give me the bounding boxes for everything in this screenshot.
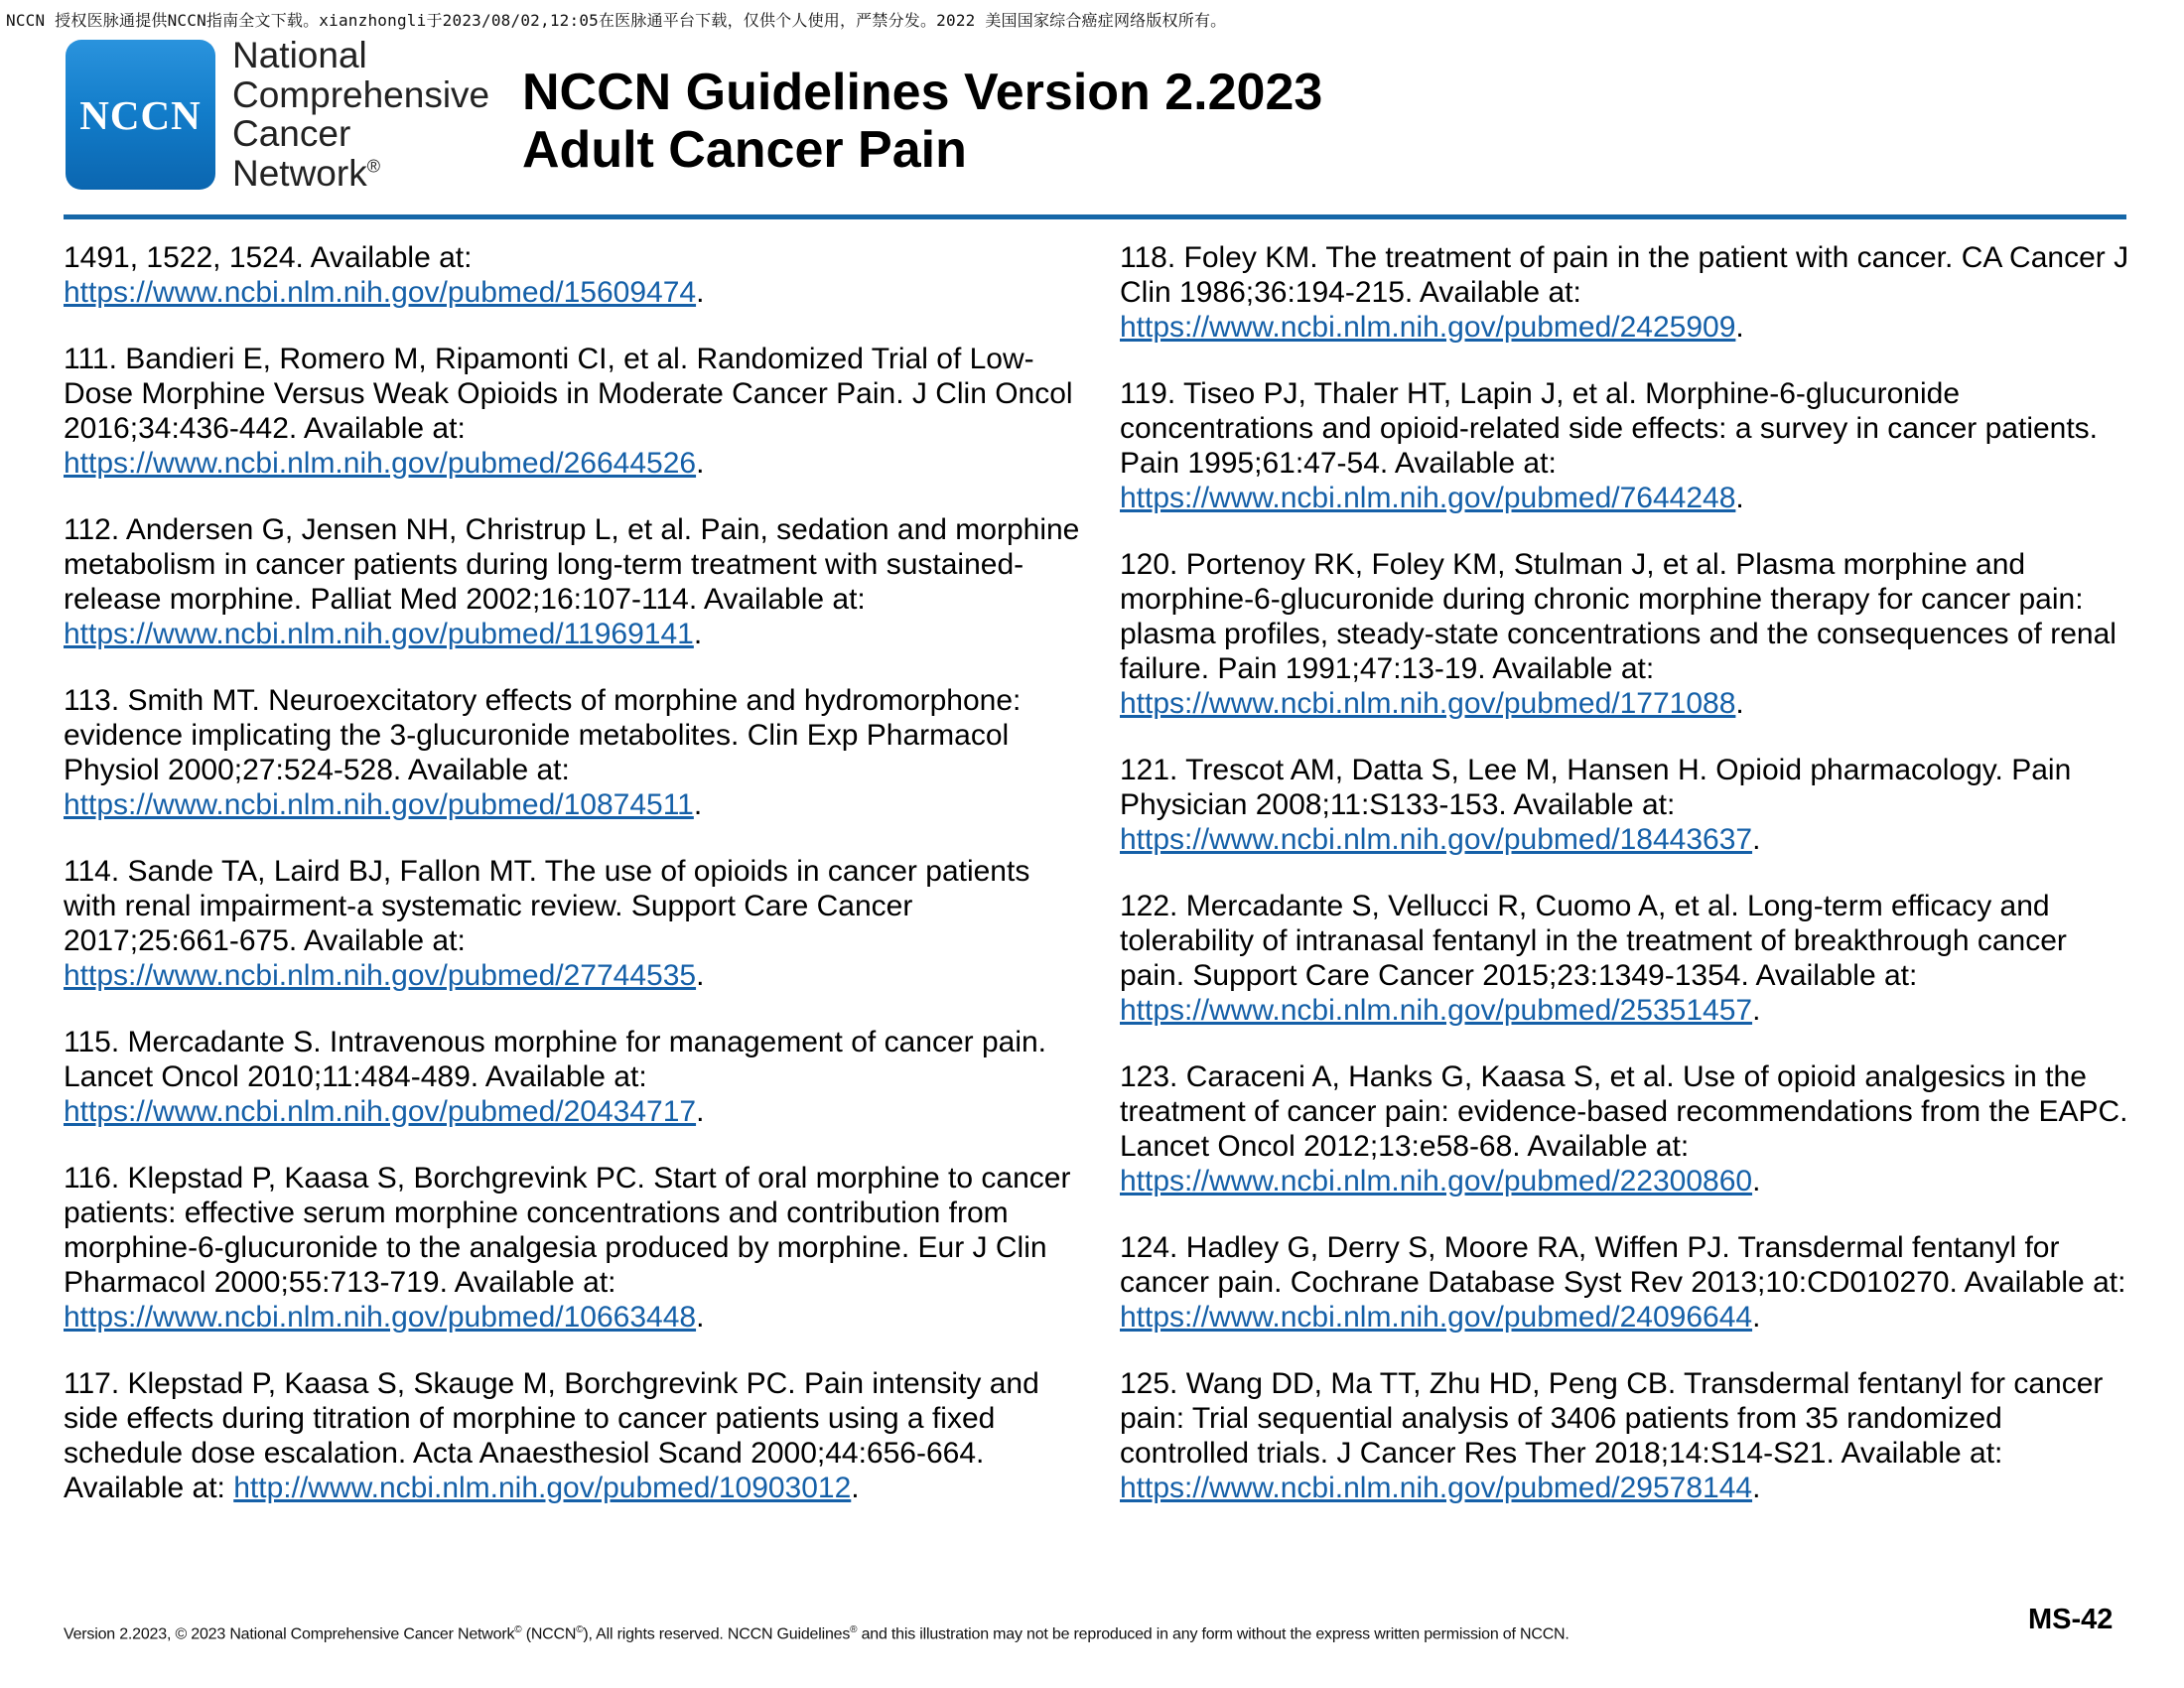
reference-period: . [696, 276, 705, 309]
registered-mark: ® [366, 156, 380, 177]
organization-name [232, 36, 489, 193]
reference-citation: 120. Portenoy RK, Foley KM, Stulman J, et al. Plasma morphine and morphine-6-glucuronide during chronic morphine therapy for cancer pain: plasma profiles, steady-state concentrations and the consequences of renal failure. Pain 1991;47:13-19. Available at: [1120, 548, 2116, 685]
pubmed-link[interactable]: https://www.ncbi.nlm.nih.gov/pubmed/24096644 [1120, 1301, 1753, 1334]
pubmed-link[interactable]: https://www.ncbi.nlm.nih.gov/pubmed/27744535 [64, 959, 697, 992]
reference-period: . [696, 1301, 705, 1334]
reference-entry [64, 854, 1086, 993]
reference-citation: 125. Wang DD, Ma TT, Zhu HD, Peng CB. Transdermal fentanyl for cancer pain: Trial sequential analysis of 3406 patients from 35 randomized controlled trials. J Cancer Res Ther 2018;14:S14-S21. Available at: [1120, 1367, 2104, 1470]
org-name-network: Network [232, 152, 367, 194]
reference-period: . [693, 788, 703, 821]
reference-entry [64, 240, 1086, 310]
reference-period: . [1735, 482, 1744, 514]
reference-citation: 118. Foley KM. The treatment of pain in the patient with cancer. CA Cancer J Clin 1986;36:194-215. Available at: [1120, 241, 2129, 309]
pubmed-link[interactable]: http://www.ncbi.nlm.nih.gov/pubmed/10903012 [233, 1472, 852, 1504]
footer-mark: ® [850, 1624, 858, 1635]
pubmed-link[interactable]: https://www.ncbi.nlm.nih.gov/pubmed/26644526 [64, 447, 697, 480]
copyright-footer [64, 1624, 1570, 1643]
guidelines-version-title: NCCN Guidelines Version 2.2023 [522, 64, 1323, 121]
reference-period: . [1752, 823, 1761, 856]
reference-period: . [1752, 1165, 1761, 1197]
footer-text-part: and this illustration may not be reproduced in any form without the express written permission of NCCN. [857, 1625, 1570, 1643]
pubmed-link[interactable]: https://www.ncbi.nlm.nih.gov/pubmed/29578144 [1120, 1472, 1753, 1504]
pubmed-link[interactable]: https://www.ncbi.nlm.nih.gov/pubmed/15609474 [64, 276, 697, 309]
reference-period: . [1752, 1301, 1761, 1334]
reference-entry [1120, 889, 2132, 1028]
reference-citation: 123. Caraceni A, Hanks G, Kaasa S, et al. Use of opioid analgesics in the treatment of cancer pain: evidence-based recommendations from the EAPC. Lancet Oncol 2012;13:e58-68. Available at: [1120, 1060, 2128, 1163]
logo-box-text: NCCN [79, 91, 202, 138]
org-name-line: Comprehensive [232, 73, 490, 115]
reference-period: . [696, 1095, 705, 1128]
reference-entry [1120, 376, 2132, 515]
reference-citation: 114. Sande TA, Laird BJ, Fallon MT. The use of opioids in cancer patients with renal impairment-a systematic review. Support Care Cancer 2017;25:661-675. Available at: [64, 855, 1030, 957]
references-right-column [1120, 240, 2132, 1537]
pubmed-link[interactable]: https://www.ncbi.nlm.nih.gov/pubmed/22300860 [1120, 1165, 1753, 1197]
reference-entry [1120, 1059, 2132, 1198]
reference-entry [1120, 1366, 2132, 1505]
footer-text-part: Version 2.2023, © 2023 National Comprehensive Cancer Network [64, 1625, 515, 1643]
reference-period: . [1735, 311, 1744, 344]
reference-entry [64, 683, 1086, 822]
reference-period: . [1752, 1472, 1761, 1504]
pubmed-link[interactable]: https://www.ncbi.nlm.nih.gov/pubmed/10663448 [64, 1301, 697, 1334]
footer-mark: © [514, 1624, 522, 1635]
reference-entry [1120, 753, 2132, 857]
pubmed-link[interactable]: https://www.ncbi.nlm.nih.gov/pubmed/25351457 [1120, 994, 1753, 1027]
reference-entry [64, 1025, 1086, 1129]
reference-citation: 116. Klepstad P, Kaasa S, Borchgrevink PC. Start of oral morphine to cancer patients: effective serum morphine concentrations and contribution from morphine-6-glucuronide to the analgesia produced by morphine. Eur J Clin Pharmacol 2000;55:713-719. Available at: [64, 1162, 1071, 1299]
reference-entry [64, 1366, 1086, 1505]
reference-entry [1120, 240, 2132, 345]
header-divider [64, 214, 2126, 219]
page-header [66, 35, 2140, 194]
reference-citation: 111. Bandieri E, Romero M, Ripamonti CI, et al. Randomized Trial of Low-Dose Morphine Versus Weak Opioids in Moderate Cancer Pain. J Clin Oncol 2016;34:436-442. Available at: [64, 343, 1073, 445]
reference-entry [1120, 1230, 2132, 1335]
guideline-topic-title: Adult Cancer Pain [522, 121, 967, 179]
reference-period: . [851, 1472, 860, 1504]
reference-citation: 112. Andersen G, Jensen NH, Christrup L, et al. Pain, sedation and morphine metabolism in cancer patients during long-term treatment with sustained-release morphine. Palliat Med 2002;16:107-114. Available at: [64, 513, 1080, 616]
pubmed-link[interactable]: https://www.ncbi.nlm.nih.gov/pubmed/2425909 [1120, 311, 1736, 344]
reference-period: . [1752, 994, 1761, 1027]
reference-citation: 119. Tiseo PJ, Thaler HT, Lapin J, et al. Morphine-6-glucuronide concentrations and opioid-related side effects: a survey in cancer patients. Pain 1995;61:47-54. Available at: [1120, 377, 2099, 480]
reference-period: . [696, 959, 705, 992]
reference-citation: 113. Smith MT. Neuroexcitatory effects of morphine and hydromorphone: evidence implicating the 3-glucuronide metabolites. Clin Exp Pharmacol Physiol 2000;27:524-528. Available at: [64, 684, 1022, 786]
reference-citation: 124. Hadley G, Derry S, Moore RA, Wiffen PJ. Transdermal fentanyl for cancer pain. Cochrane Database Syst Rev 2013;10:CD010270. Available at: [1120, 1231, 2126, 1299]
org-name-line [232, 154, 489, 194]
pubmed-link[interactable]: https://www.ncbi.nlm.nih.gov/pubmed/1771088 [1120, 687, 1736, 720]
org-name-line: National [232, 35, 367, 75]
footer-text-part: (NCCN [521, 1625, 577, 1643]
document-title [522, 64, 1322, 179]
footer-text-part: ), All rights reserved. NCCN Guidelines [583, 1625, 851, 1643]
reference-entry [64, 342, 1086, 481]
reference-citation: 1491, 1522, 1524. Available at: [64, 241, 473, 274]
reference-entry [1120, 547, 2132, 721]
nccn-logo [66, 40, 215, 190]
reference-period: . [696, 447, 705, 480]
reference-period: . [693, 618, 703, 650]
reference-entry [64, 1161, 1086, 1335]
pubmed-link[interactable]: https://www.ncbi.nlm.nih.gov/pubmed/7644248 [1120, 482, 1736, 514]
pubmed-link[interactable]: https://www.ncbi.nlm.nih.gov/pubmed/18443637 [1120, 823, 1753, 856]
reference-citation: 122. Mercadante S, Vellucci R, Cuomo A, et al. Long-term efficacy and tolerability of intranasal fentanyl in the treatment of breakthrough cancer pain. Support Care Cancer 2015;23:1349-1354. Available at: [1120, 890, 2067, 992]
pubmed-link[interactable]: https://www.ncbi.nlm.nih.gov/pubmed/11969141 [64, 618, 694, 650]
download-watermark: NCCN 授权医脉通提供NCCN指南全文下载。xianzhongli于2023/08/02,12:05在医脉通平台下载，仅供个人使用，严禁分发。2022 美国国家综合癌症网络版权所有。 [6, 11, 1227, 30]
reference-citation: 121. Trescot AM, Datta S, Lee M, Hansen H. Opioid pharmacology. Pain Physician 2008;11:S133-153. Available at: [1120, 754, 2072, 821]
org-name-line: Cancer [232, 113, 351, 154]
pubmed-link[interactable]: https://www.ncbi.nlm.nih.gov/pubmed/10874511 [64, 788, 694, 821]
reference-period: . [1735, 687, 1744, 720]
references-left-column [64, 240, 1086, 1537]
reference-citation: 117. Klepstad P, Kaasa S, Skauge M, Borchgrevink PC. Pain intensity and side effects during titration of morphine to cancer patients using a fixed schedule dose escalation. Acta Anaesthesiol Scand 2000;44:656-664. Available at: [64, 1367, 1039, 1504]
reference-entry [64, 512, 1086, 651]
reference-citation: 115. Mercadante S. Intravenous morphine for management of cancer pain. Lancet Oncol 2010;11:484-489. Available at: [64, 1026, 1047, 1093]
page-number: MS-42 [2028, 1604, 2114, 1635]
pubmed-link[interactable]: https://www.ncbi.nlm.nih.gov/pubmed/20434717 [64, 1095, 697, 1128]
footer-mark: © [576, 1624, 584, 1635]
